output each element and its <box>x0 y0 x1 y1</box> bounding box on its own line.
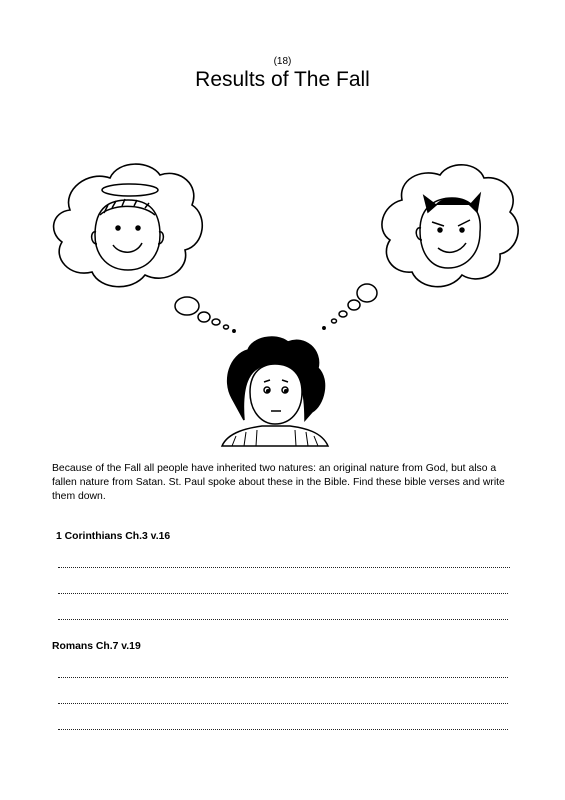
child-shirt <box>222 426 328 446</box>
intro-paragraph: Because of the Fall all people have inherited two natures: an original nature from God, but also a fallen nature from Satan. St. Paul spoke about these in the Bible. Find these bible verses and write them down. <box>52 463 505 502</box>
page-number: (18) <box>273 56 292 67</box>
answer-line[interactable] <box>58 566 510 568</box>
thinking-child <box>222 337 328 446</box>
page-title: Results of The Fall <box>195 68 370 91</box>
answer-line[interactable] <box>58 728 508 730</box>
verse-heading-corinthians: 1 Corinthians Ch.3 v.16 <box>56 531 171 542</box>
answer-line[interactable] <box>58 702 508 704</box>
answer-line[interactable] <box>58 676 508 678</box>
left-thought-dots <box>175 297 235 332</box>
verse-heading-romans: Romans Ch.7 v.19 <box>52 641 141 652</box>
child-face <box>250 364 302 424</box>
answer-line[interactable] <box>58 618 508 620</box>
right-thought-dots <box>323 284 377 329</box>
answer-line[interactable] <box>58 592 508 594</box>
two-natures-illustration <box>0 160 565 460</box>
